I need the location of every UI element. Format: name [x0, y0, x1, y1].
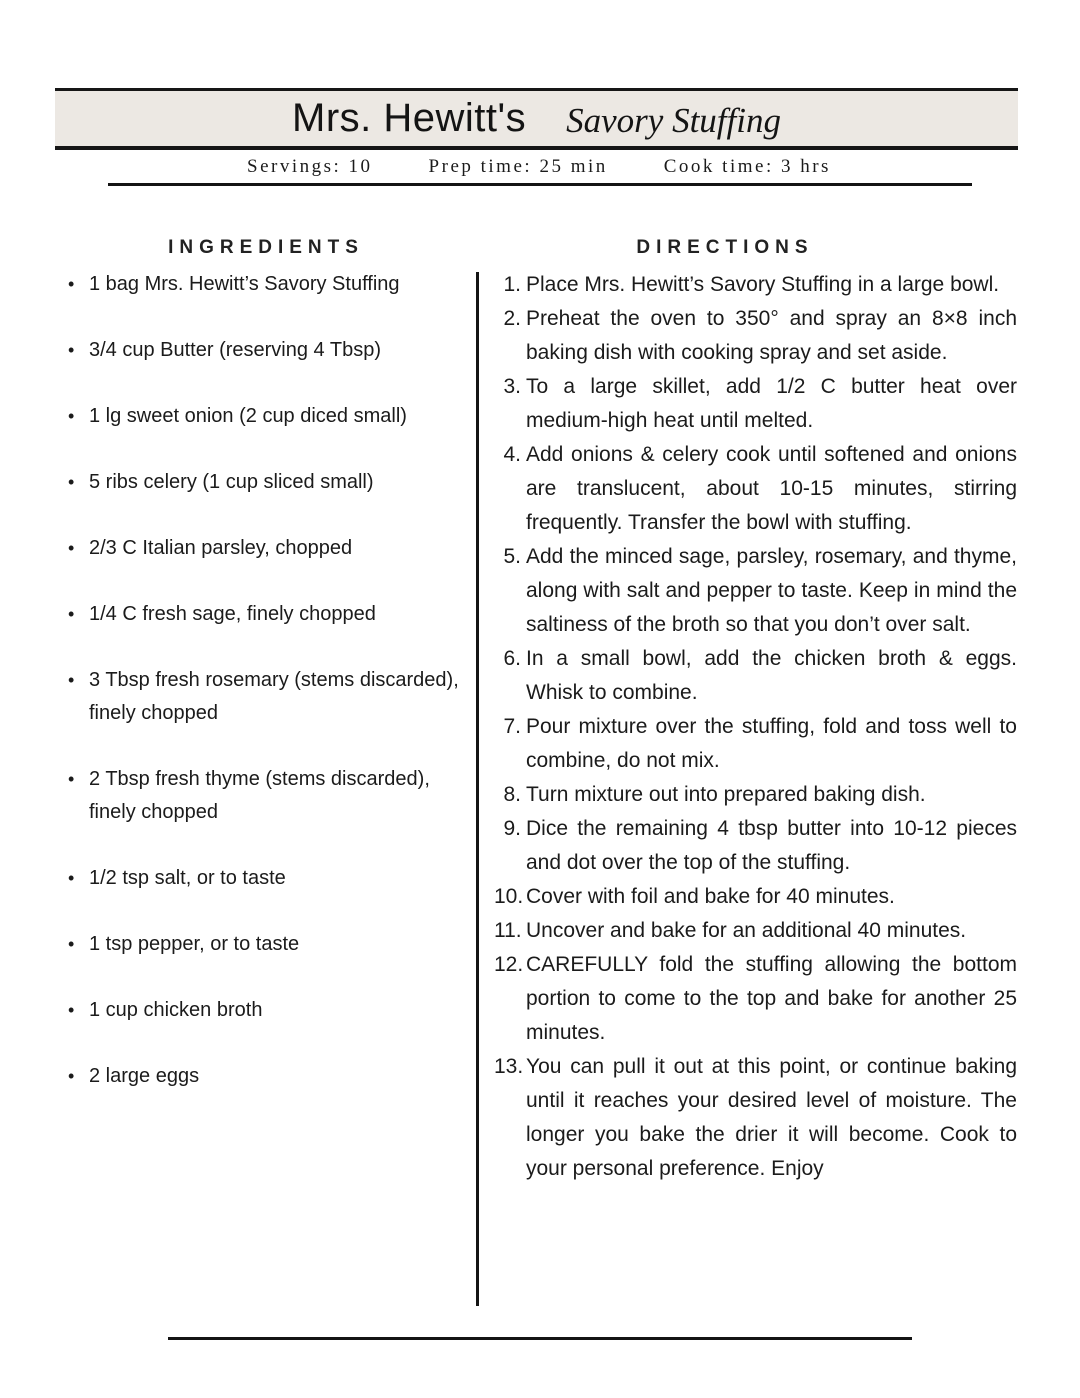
- direction-step: [494, 268, 1017, 302]
- step-text: Uncover and bake for an additional 40 minutes.: [526, 919, 967, 942]
- step-number: 1.: [503, 273, 521, 296]
- ingredient-item: • 1 tsp pepper, or to taste: [66, 928, 468, 961]
- direction-step: [494, 370, 1017, 438]
- direction-step: [494, 880, 1017, 914]
- step-number: 9.: [503, 817, 521, 840]
- directions-heading: DIRECTIONS: [636, 236, 814, 258]
- direction-step: [494, 438, 1017, 540]
- ingredient-item: • 2/3 C Italian parsley, chopped: [66, 532, 468, 565]
- ingredients-list: [66, 268, 468, 1126]
- step-number: 5.: [503, 545, 521, 568]
- footer-rule: [168, 1337, 912, 1340]
- meta-cook-time: [664, 156, 831, 178]
- step-text: In a small bowl, add the chicken broth & eggs. Whisk to combine.: [526, 647, 1017, 704]
- ingredient-item: • 1/4 C fresh sage, finely chopped: [66, 598, 468, 631]
- meta-servings: [247, 156, 373, 178]
- column-divider: [476, 272, 479, 1306]
- step-number: 7.: [503, 715, 521, 738]
- step-number: 13.: [494, 1055, 524, 1078]
- step-number: 8.: [503, 783, 521, 806]
- step-number: 11.: [494, 919, 522, 942]
- step-number: 4.: [503, 443, 521, 466]
- step-number: 2.: [503, 307, 521, 330]
- direction-step: [494, 778, 1017, 812]
- title-band: [55, 88, 1018, 150]
- meta-prep-time-value: 25 min: [539, 156, 608, 177]
- ingredient-item: • 2 large eggs: [66, 1060, 468, 1093]
- step-text: Dice the remaining 4 tbsp butter into 10-12 pieces and dot over the top of the stuffing.: [526, 817, 1017, 874]
- direction-step: [494, 1050, 1017, 1186]
- step-text: Cover with foil and bake for 40 minutes.: [526, 885, 895, 908]
- brand-name: Mrs. Hewitt's: [292, 96, 527, 140]
- ingredient-item: • 1 cup chicken broth: [66, 994, 468, 1027]
- direction-step: [494, 302, 1017, 370]
- meta-servings-value: 10: [348, 156, 373, 177]
- step-text: Turn mixture out into prepared baking dish.: [526, 783, 926, 806]
- ingredient-item: • 1/2 tsp salt, or to taste: [66, 862, 468, 895]
- meta-underline: [108, 183, 972, 186]
- step-text: Add onions & celery cook until softened and onions are translucent, about 10-15 minutes, stirring frequently. Transfer the bowl with stuffing.: [526, 443, 1017, 534]
- ingredient-item: • 3 Tbsp fresh rosemary (stems discarded), finely chopped: [66, 664, 468, 730]
- direction-step: [494, 948, 1017, 1050]
- step-text: Pour mixture over the stuffing, fold and toss well to combine, do not mix.: [526, 715, 1017, 772]
- direction-step: [494, 540, 1017, 642]
- step-number: 3.: [503, 375, 521, 398]
- step-number: 10.: [494, 885, 524, 908]
- meta-prep-time: [429, 156, 608, 178]
- meta-cook-time-value: 3 hrs: [780, 156, 831, 177]
- directions-list: [494, 268, 1017, 1186]
- step-text: CAREFULLY fold the stuffing allowing the bottom portion to come to the top and bake for another 25 minutes.: [526, 953, 1017, 1044]
- meta-cook-time-label: Cook time:: [663, 156, 774, 177]
- step-number: 6.: [503, 647, 521, 670]
- ingredients-heading: INGREDIENTS: [168, 236, 364, 258]
- ingredient-item: • 2 Tbsp fresh thyme (stems discarded), finely chopped: [66, 763, 468, 829]
- meta-prep-time-label: Prep time:: [428, 156, 533, 177]
- step-text: Preheat the oven to 350° and spray an 8×8 inch baking dish with cooking spray and set aside.: [526, 307, 1017, 364]
- step-text: Add the minced sage, parsley, rosemary, and thyme, along with salt and pepper to taste. Keep in mind the saltiness of the broth so that you don’t over salt.: [526, 545, 1017, 636]
- step-number: 12.: [494, 953, 524, 976]
- step-text: You can pull it out at this point, or continue baking until it reaches your desired level of moisture. The longer you bake the drier it will become. Cook to your personal preference. Enjoy: [526, 1055, 1017, 1180]
- meta-servings-label: Servings:: [247, 156, 342, 177]
- direction-step: [494, 710, 1017, 778]
- direction-step: [494, 812, 1017, 880]
- ingredient-item: • 1 lg sweet onion (2 cup diced small): [66, 400, 468, 433]
- recipe-meta: [105, 156, 973, 178]
- direction-step: [494, 914, 1017, 948]
- step-text: To a large skillet, add 1/2 C butter heat over medium-high heat until melted.: [526, 375, 1017, 432]
- ingredient-item: • 5 ribs celery (1 cup sliced small): [66, 466, 468, 499]
- ingredient-item: • 1 bag Mrs. Hewitt’s Savory Stuffing: [66, 268, 468, 301]
- ingredient-item: • 3/4 cup Butter (reserving 4 Tbsp): [66, 334, 468, 367]
- direction-step: [494, 642, 1017, 710]
- recipe-name: Savory Stuffing: [566, 100, 781, 140]
- step-text: Place Mrs. Hewitt’s Savory Stuffing in a large bowl.: [526, 273, 1000, 296]
